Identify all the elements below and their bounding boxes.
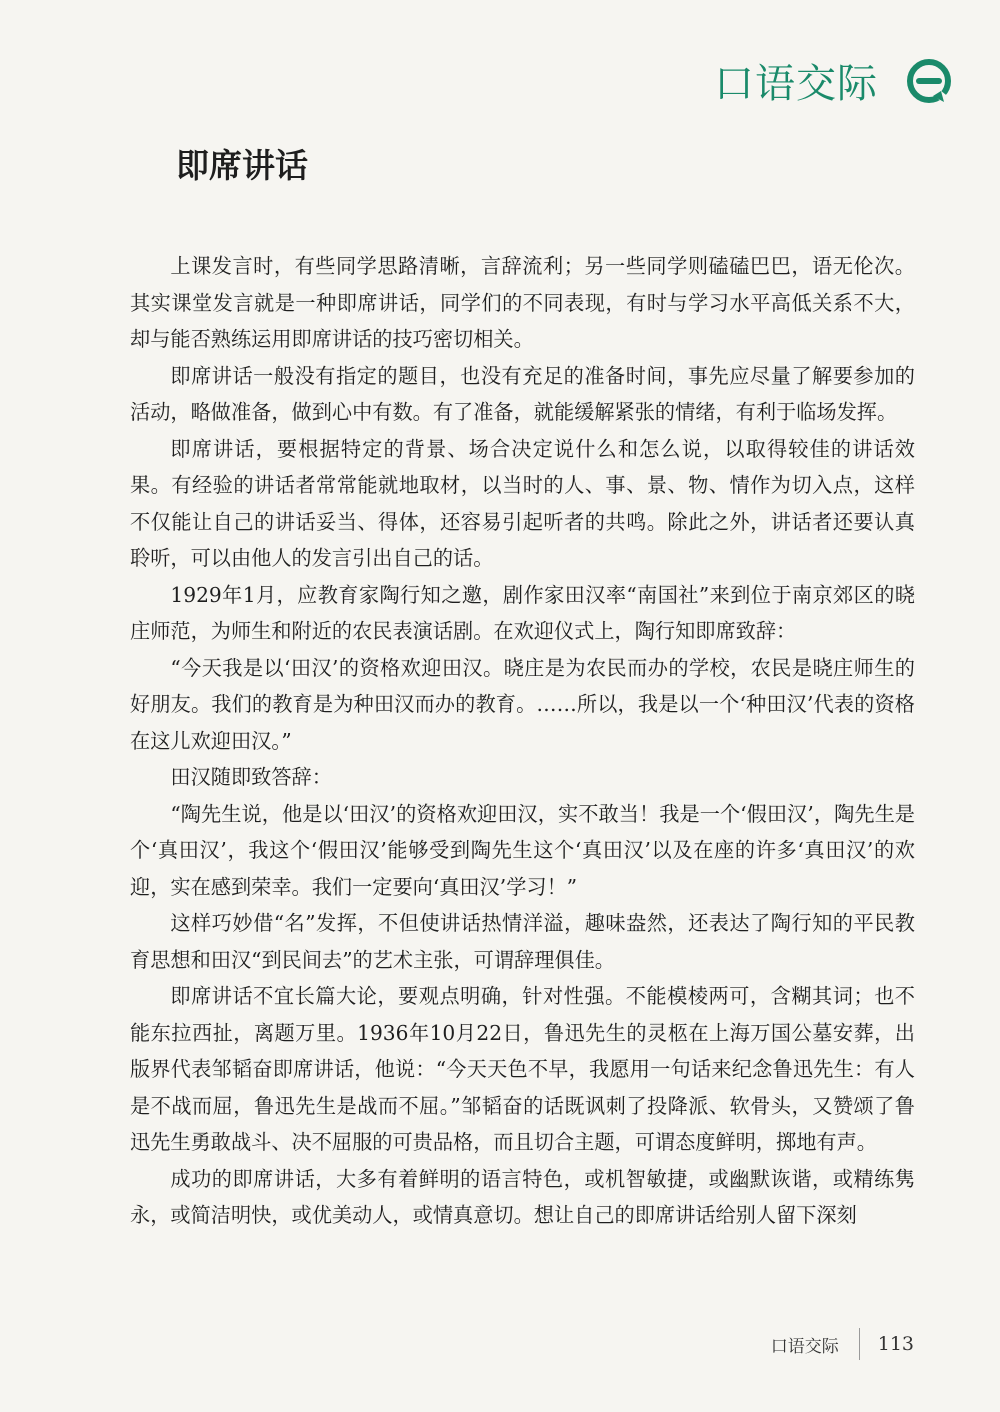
page-title: 即席讲话 (176, 146, 308, 185)
paragraph: 即席讲话一般没有指定的题目，也没有充足的准备时间，事先应尽量了解要参加的活动，略做准备，做到心中有数。有了准备，就能缓解紧张的情绪，有利于临场发挥。 (130, 363, 915, 424)
footer-divider (859, 1328, 860, 1360)
article-body (130, 248, 915, 1234)
paragraph: 即席讲话，要根据特定的背景、场合决定说什么和怎么说，以取得较佳的讲话效果。有经验的讲话者常常能就地取材，以当时的人、事、景、物、情作为切入点，这样不仅能让自己的讲话妥当、得体，还容易引起听者的共鸣。除此之外，讲话者还要认真聆听，可以由他人的发言引出自己的话。 (130, 436, 915, 570)
section-title: 口语交际 (714, 61, 878, 107)
footer-section: 口语交际 (770, 1336, 839, 1357)
page-footer (771, 1328, 914, 1360)
paragraph: 田汉随即致答辞： (170, 765, 332, 789)
speech-bubble-icon (906, 58, 952, 104)
paragraph: 1929年1月，应教育家陶行知之邀，剧作家田汉率“南国社”来到位于南京郊区的晓庄师范，为师生和附近的农民表演话剧。在欢迎仪式上，陶行知即席致辞： (130, 582, 915, 643)
page-number: 113 (877, 1333, 914, 1355)
section-header (714, 52, 952, 109)
paragraph: 这样巧妙借“名”发挥，不但使讲话热情洋溢，趣味盎然，还表达了陶行知的平民教育思想和田汉“到民间去”的艺术主张，可谓辞理俱佳。 (130, 911, 915, 972)
paragraph: 即席讲话不宜长篇大论，要观点明确，针对性强。不能模棱两可，含糊其词；也不能东拉西扯，离题万里。1936年10月22日，鲁迅先生的灵柩在上海万国公墓安葬，出版界代表邹韬奋即席讲话，他说：“今天天色不早，我愿用一句话来纪念鲁迅先生：有人是不战而屈，鲁迅先生是战而不屈。”邹韬奋的话既讽刺了投降派、软骨头，又赞颂了鲁迅先生勇敢战斗、决不屈服的可贵品格，而且切合主题，可谓态度鲜明，掷地有声。 (130, 984, 915, 1154)
paragraph: 上课发言时，有些同学思路清晰，言辞流利；另一些同学则磕磕巴巴，语无伦次。其实课堂发言就是一种即席讲话，同学们的不同表现，有时与学习水平高低关系不大，却与能否熟练运用即席讲话的技巧密切相关。 (130, 254, 915, 351)
quote-paragraph: “今天我是以‘田汉’的资格欢迎田汉。晓庄是为农民而办的学校，农民是晓庄师生的好朋友。我们的教育是为种田汉而办的教育。……所以，我是以一个‘种田汉’代表的资格在这儿欢迎田汉。” (130, 655, 915, 753)
paragraph: 成功的即席讲话，大多有着鲜明的语言特色，或机智敏捷，或幽默诙谐，或精练隽永，或简洁明快，或优美动人，或情真意切。想让自己的即席讲话给别人留下深刻 (130, 1166, 915, 1227)
quote-paragraph: “陶先生说，他是以‘田汉’的资格欢迎田汉，实不敢当！我是一个‘假田汉’，陶先生是个‘真田汉’，我这个‘假田汉’能够受到陶先生这个‘真田汉’以及在座的许多‘真田汉’的欢迎，实在感到荣幸。我们一定要向‘真田汉’学习！” (130, 801, 915, 899)
